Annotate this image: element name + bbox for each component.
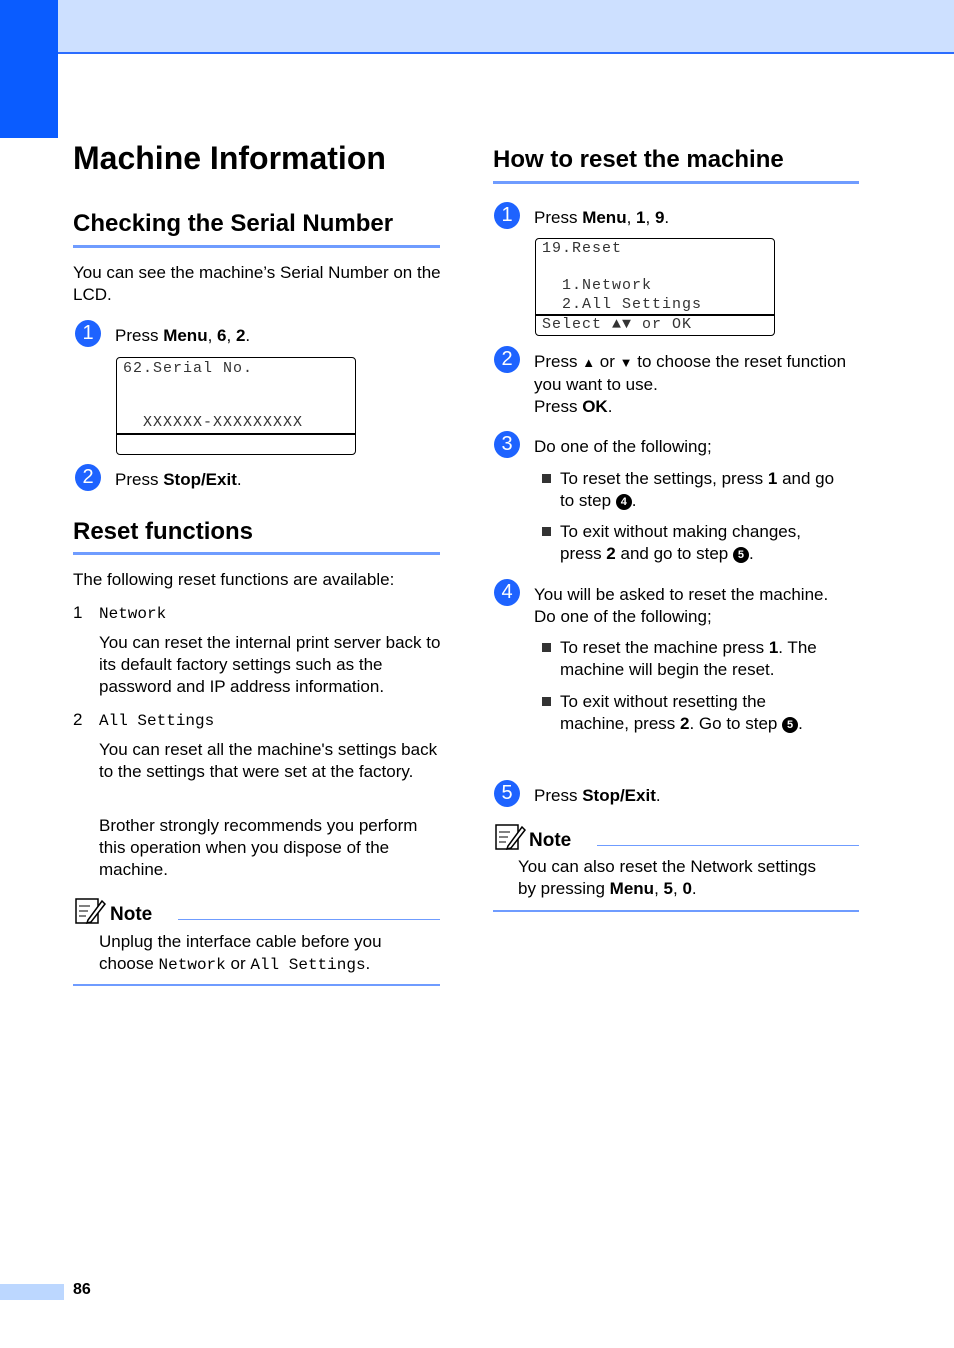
note-heading: Note bbox=[110, 904, 153, 925]
note-bottom-rule bbox=[493, 910, 859, 912]
lcd-line: 2.All Settings bbox=[542, 296, 703, 313]
list-item-number: 1 bbox=[73, 603, 83, 622]
reset-step4-bullet2: To exit without resetting the machine, press 2. Go to step 5 . bbox=[560, 692, 803, 733]
step-badge: 5 bbox=[494, 780, 520, 807]
note-heading: Note bbox=[529, 830, 572, 851]
note-bottom-rule bbox=[73, 984, 440, 986]
page-number: 86 bbox=[73, 1281, 91, 1298]
note-text: by pressing Menu, 5, 0. bbox=[518, 879, 697, 898]
reset-step4-text: You will be asked to reset the machine. Do one of the following; bbox=[534, 585, 829, 626]
note-text: You can also reset the Network settings bbox=[518, 857, 816, 876]
reset-step3-bullet1: To reset the settings, press 1 and go to step 4 . bbox=[560, 469, 835, 510]
bullet-square bbox=[542, 643, 551, 652]
section-rule bbox=[73, 245, 440, 248]
list-item-number: 2 bbox=[73, 710, 83, 729]
serial-step2-text: Press Stop/Exit. bbox=[115, 470, 242, 489]
reset-step3-bullet2: To exit without making changes, press 2 and go to step 5 . bbox=[560, 522, 801, 563]
reset-intro: The following reset functions are available: bbox=[73, 570, 395, 589]
lcd-line: 62.Serial No. bbox=[123, 360, 254, 377]
lcd-line: XXXXXX-XXXXXXXXX bbox=[143, 414, 304, 431]
header-band bbox=[58, 0, 954, 54]
step-badge: 2 bbox=[75, 464, 101, 491]
list-item-description: Brother strongly recommends you perform this operation when you dispose of the machine. bbox=[99, 816, 418, 879]
list-item-description: You can reset all the machine's settings back to the settings that were set at the factory. bbox=[99, 740, 438, 781]
step-badge: 2 bbox=[494, 346, 520, 373]
footer-band bbox=[0, 1284, 64, 1300]
bullet-square bbox=[542, 474, 551, 483]
step-reference-badge: 5 bbox=[782, 717, 798, 733]
step-reference-badge: 5 bbox=[733, 547, 749, 563]
section-rule bbox=[493, 181, 859, 184]
step-badge: 4 bbox=[494, 579, 520, 606]
lcd-display-reset bbox=[535, 238, 775, 336]
section-rule bbox=[73, 552, 440, 555]
note-pencil-icon bbox=[494, 822, 526, 852]
note-text: Unplug the interface cable before you bbox=[99, 932, 382, 951]
reset-step4-bullet1: To reset the machine press 1. The machine will begin the reset. bbox=[560, 638, 817, 679]
reset-step5-text: Press Stop/Exit. bbox=[534, 786, 661, 805]
chapter-title: Machine Information bbox=[73, 140, 386, 176]
list-item-description: You can reset the internal print server back to its default factory settings such as the password and IP address information. bbox=[99, 633, 441, 696]
bullet-square bbox=[542, 527, 551, 536]
step-badge: 1 bbox=[494, 202, 520, 229]
reset-step3-text: Do one of the following; bbox=[534, 437, 712, 456]
list-item-name: All Settings bbox=[99, 712, 215, 730]
reset-step2-text: Press ▲ or ▼ to choose the reset function you want to use. Press OK. bbox=[534, 352, 847, 416]
reset-step1-text: Press Menu, 1, 9. bbox=[534, 208, 670, 227]
serial-intro: You can see the machine’s Serial Number on the LCD. bbox=[73, 263, 441, 304]
note-text: choose Network or All Settings. bbox=[99, 954, 371, 974]
note-rule bbox=[597, 845, 859, 846]
chapter-tab bbox=[0, 0, 58, 138]
section-title-how-to-reset: How to reset the machine bbox=[493, 146, 784, 173]
step-badge: 1 bbox=[75, 320, 101, 347]
section-title-serial: Checking the Serial Number bbox=[73, 210, 394, 237]
note-pencil-icon bbox=[74, 896, 106, 926]
step-badge: 3 bbox=[494, 431, 520, 458]
lcd-line: 1.Network bbox=[542, 277, 653, 294]
lcd-display-serial bbox=[116, 357, 356, 455]
note-rule bbox=[178, 919, 440, 920]
bullet-square bbox=[542, 697, 551, 706]
list-item-name: Network bbox=[99, 605, 167, 623]
section-title-reset-functions: Reset functions bbox=[73, 518, 254, 545]
step-reference-badge: 4 bbox=[616, 494, 632, 510]
lcd-divider bbox=[117, 433, 355, 435]
serial-step1-text: Press Menu, 6, 2. bbox=[115, 326, 251, 345]
lcd-line: 19.Reset bbox=[542, 240, 623, 257]
lcd-line: Select ▲▼ or OK bbox=[542, 316, 693, 333]
